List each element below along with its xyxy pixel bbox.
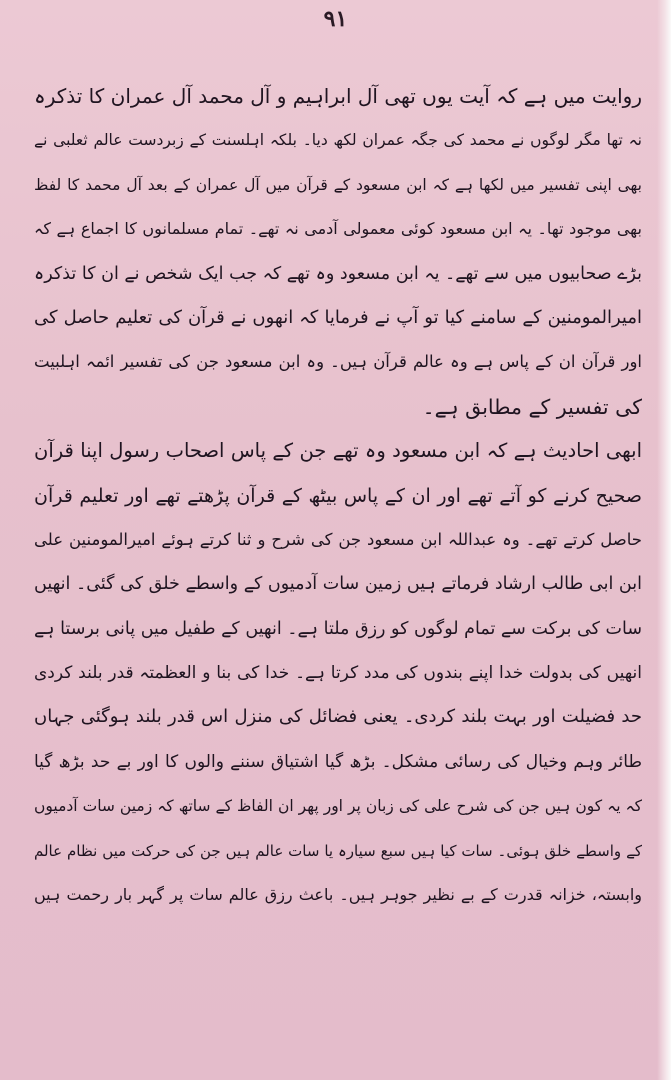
page-edge [657, 0, 671, 1080]
text-line: کہ یہ کون ہیں جن کی شرح علی کی زبان پر اور پھر ان الفاظ کے ساتھ کہ زمین سات آدمیوں [34, 797, 642, 816]
text-line: بھی اپنی تفسیر میں لکھا ہے کہ ابن مسعود کے قرآن میں آل عمران کے بعد آل محمد کا لفظ [34, 175, 642, 194]
page-text [34, 74, 642, 917]
text-line: امیرالمومنین کے سامنے کیا تو آپ نے فرمایا کہ انھوں نے قرآن کی تعلیم حاصل کی [34, 306, 642, 328]
text-line: انھیں کی بدولت خدا اپنے بندوں کی مدد کرتا ہے۔ خدا کی بنا و العظمتہ قدر بلند کردی [34, 663, 642, 684]
text-line: ابھی احادیث ہے کہ ابن مسعود وہ تھے جن کے پاس اصحاب رسول اپنا قرآن [34, 439, 642, 463]
text-line: حد فضیلت اور بہت بلند کردی۔ یعنی فضائل کی منزل اس قدر بلند ہوگئی جہاں [34, 706, 642, 728]
text-line: حاصل کرتے تھے۔ وہ عبداللہ ابن مسعود جن کی شرح و ثنا کرتے ہوئے امیرالمومنین علی [34, 529, 642, 549]
page-number: ۹۱ [323, 6, 348, 32]
text-line: طائر وہم وخیال کی رسائی مشکل۔ بڑھ گیا اشتیاق سننے والوں کا اور بے حد بڑھ گیا [34, 751, 642, 772]
text-line: کے واسطے خلق ہوئی۔ سات کیا ہیں سبع سیارہ یا سات عالم ہیں جن کی حرکت میں نظام عالم [34, 841, 642, 860]
text-line: نہ تھا مگر لوگوں نے محمد کی جگہ عمران لکھ دیا۔ بلکہ اہلسنت کے زبردست عالم ثعلبی نے [34, 131, 642, 150]
text-line: وابستہ، خزانہ قدرت کے بے نظیر جوہر ہیں۔ باعث رزق عالم سات پر گہر بار رحمت ہیں [34, 885, 642, 905]
text-line: روایت میں ہے کہ آیت یوں تھی آل ابراہیم و آل محمد آل عمران کا تذکرہ [34, 84, 642, 108]
text-line: بڑے صحابیوں میں سے تھے۔ یہ ابن مسعود وہ تھے کہ جب ایک شخص نے ان کا تذکرہ [34, 263, 642, 284]
text-line: اور قرآن ان کے پاس ہے وہ عالم قرآن ہیں۔ وہ ابن مسعود جن کی تفسیر ائمہ اہلبیت [34, 352, 642, 372]
text-line: ابن ابی طالب ارشاد فرماتے ہیں زمین سات آدمیوں کے واسطے خلق کی گئی۔ انھیں [34, 574, 642, 595]
text-line: کی تفسیر کے مطابق ہے۔ [422, 394, 642, 419]
text-line: بھی موجود تھا۔ یہ ابن مسعود کوئی معمولی آدمی نہ تھے۔ تمام مسلمانوں کا اجماع ہے کہ [34, 219, 642, 239]
text-line: صحیح کرنے کو آتے تھے اور ان کے پاس بیٹھ کے قرآن پڑھتے تھے اور تعلیم قرآن [34, 484, 642, 507]
text-line: سات کی برکت سے تمام لوگوں کو رزق ملتا ہے۔ انھیں کے طفیل میں پانی برستا ہے [34, 618, 642, 639]
